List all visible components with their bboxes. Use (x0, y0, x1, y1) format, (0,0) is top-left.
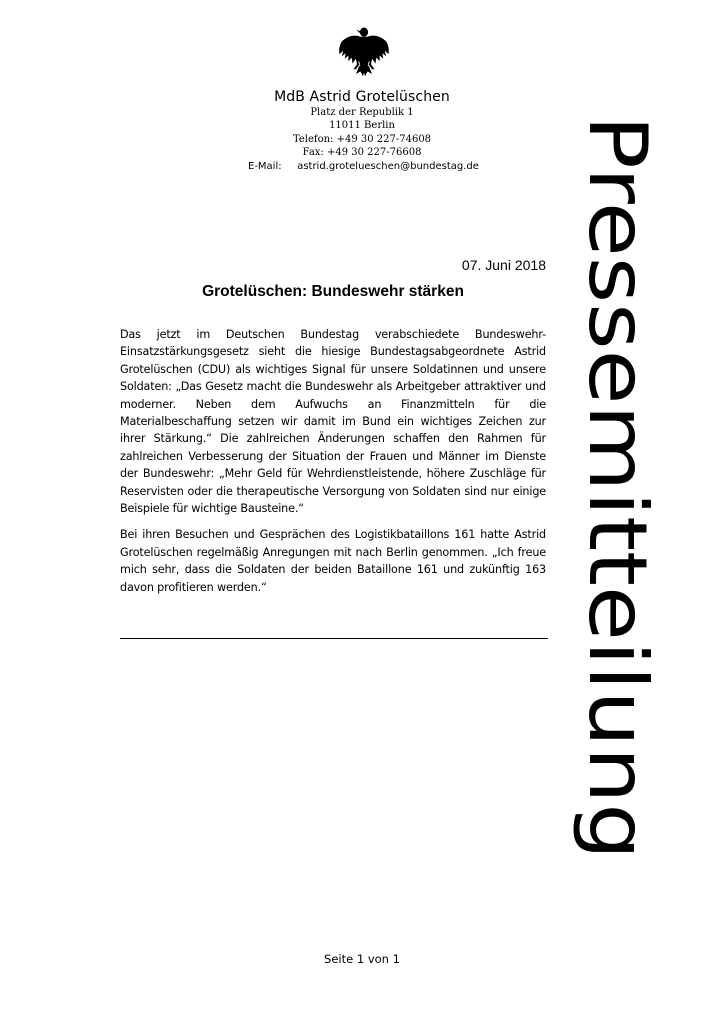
bundestag-eagle-icon (335, 24, 393, 82)
pressemitteilung-title (572, 115, 664, 860)
body-paragraph-2: Bei ihren Besuchen und Gesprächen des Logistikbataillons 161 hatte Astrid Grotelüschen regelmäßig Anregungen mit nach Berlin genommen. „Ich freue mich sehr, dass die Soldaten der beiden Bataillone 161 und zukünftig 163 davon profitieren werden.“ (120, 528, 546, 594)
address-street: Platz der Republik 1 (310, 107, 414, 118)
email-address[interactable]: astrid.grotelueschen@bundestag.de (297, 160, 479, 172)
pressemitteilung-text: Pressemitteilung (571, 115, 664, 784)
headline: Grotelüschen: Bundeswehr stärken (202, 283, 464, 300)
sender-name: MdB Astrid Grotelüschen (274, 89, 450, 105)
fax-number: Fax: +49 30 227-76608 (302, 147, 422, 159)
divider-line (120, 638, 548, 639)
letterhead (180, 88, 544, 174)
body-paragraph-1: Das jetzt im Deutschen Bundestag verabschiedete Bundeswehr-Einsatzstärkungsgesetz sieht die hiesige Bundestagsabgeordnete Astrid Grotelüschen (CDU) als wichtiges Signal für unsere Soldatinnen und unsere Soldaten: „Das Gesetz macht die Bundeswehr als Arbeitgeber attraktiver und moderner. Neben dem Aufwuchs an Finanzmitteln für die Materialbeschaffung setzen wir damit im Bund ein wichtiges Zeichen zur ihrer Stärkung.“ Die zahlreichen Änderungen schaffen den Rahmen für zahlreichen Verbesserung der Situation der Frauen und Männer im Dienste der Bundeswehr: „Mehr Geld für Wehrdienstleistende, höhere Zuschläge für Reservisten oder die therapeutische Versorgung von Soldaten sind nur einige Beispiele für wichtige Bausteine.“ (120, 328, 546, 516)
address-city: 11011 Berlin (329, 120, 395, 132)
press-release-date: 07. Juni 2018 (461, 257, 546, 273)
email-line (180, 160, 544, 174)
email-label: E-Mail: (248, 160, 282, 172)
page-number: Seite 1 von 1 (324, 952, 400, 966)
press-release-body (120, 326, 546, 605)
phone-number: Telefon: +49 30 227-74608 (292, 133, 432, 145)
